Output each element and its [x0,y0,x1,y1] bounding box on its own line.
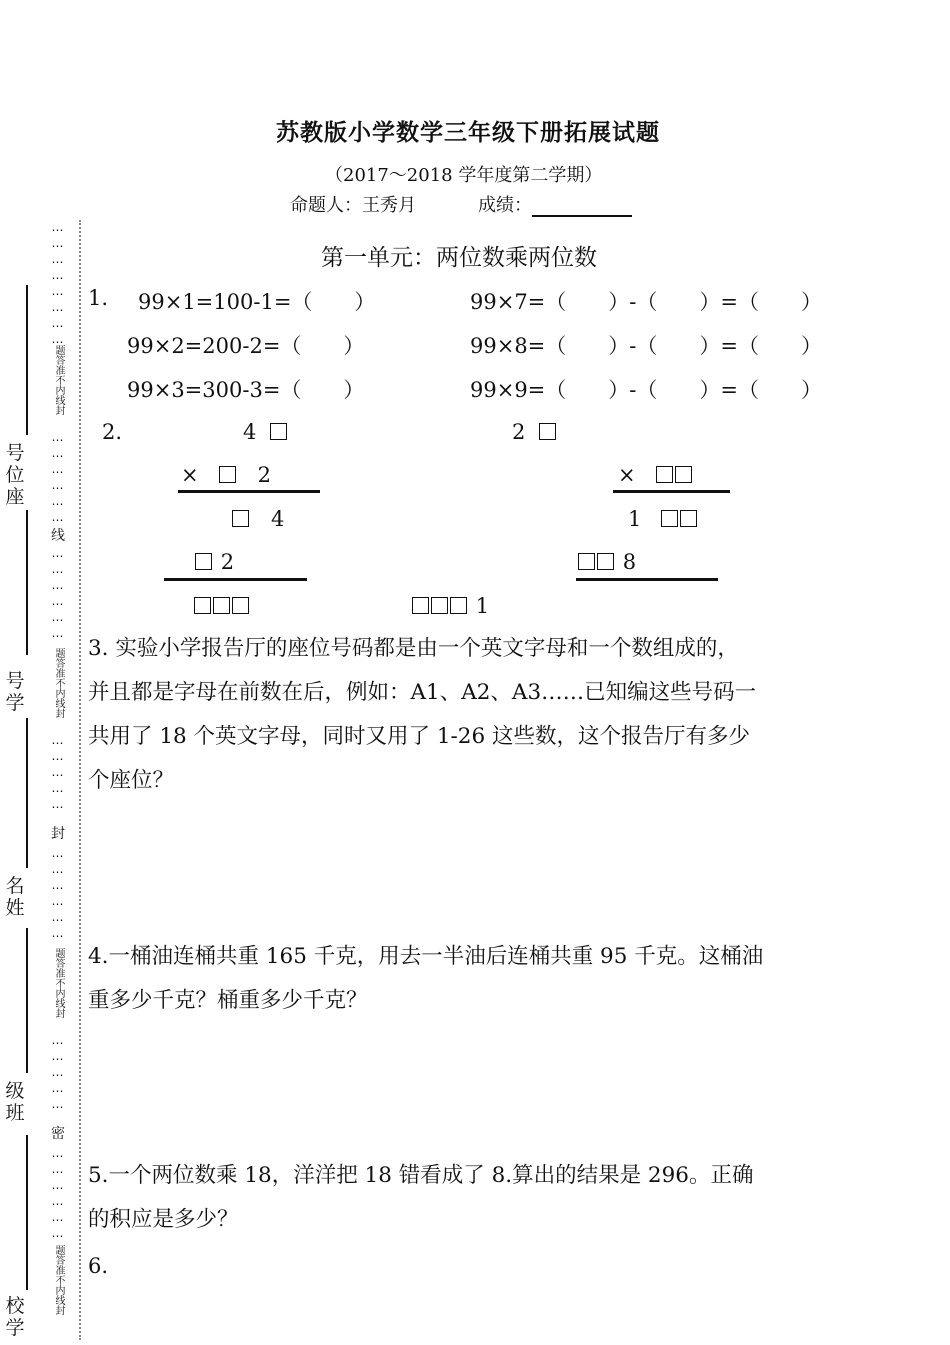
q1-right-2: 99×8=（ ）-（ ）=（ ） [470,334,822,358]
blank-box[interactable] [412,597,429,614]
q1-left-3: 99×3=300-3=（ ） [127,378,365,402]
q4-line: 重多少千克？桶重多少千克？ [88,988,368,1013]
section-heading: 第一单元：两位数乘两位数 [321,245,597,271]
q2b-rule [613,490,730,493]
q4-line: 4.一桶油连桶共重 165 千克，用去一半油后连桶共重 95 千克。这桶油 [88,944,764,969]
seal-mark-seal: 封 [51,826,65,842]
dot-leader: ⋯ ⋯ ⋯ ⋯ ⋯ ⋯ [51,1149,63,1243]
dot-leader: ⋯ ⋯ ⋯ ⋯ ⋯ ⋯ [51,549,63,643]
school-label: 校学 [5,1295,25,1339]
q1-right-1: 99×7=（ ）-（ ）=（ ） [470,290,822,314]
blank-box[interactable] [656,466,673,483]
q3-line: 个座位？ [88,768,175,793]
q1-right-3: 99×9=（ ）-（ ）=（ ） [470,378,822,402]
q5-text [88,1154,753,1242]
q2a-multiplier: × 2 [181,463,272,487]
class-label: 级班 [5,1080,25,1124]
blank-box[interactable] [680,510,697,527]
q2b-rule [576,578,718,581]
blank-box[interactable] [270,423,287,440]
blank-box[interactable] [450,597,467,614]
blank-box[interactable] [219,466,236,483]
binding-dotted-line [79,220,81,1340]
blank-box[interactable] [675,466,692,483]
q3-line: 共用了 18 个英文字母，同时又用了 1-26 这些数，这个报告厅有多少 [88,724,750,749]
margin-rule [26,928,28,1073]
blank-box[interactable] [232,597,249,614]
student-number-label: 号学 [5,670,25,714]
q3-line: 并且都是字母在前数在后，例如：A1、A2、A3……已知编这些号码一 [88,680,757,705]
seat-number-label: 号位座 [5,442,25,508]
q1-left-2: 99×2=200-2=（ ） [127,334,365,358]
score-field: 成绩： [478,191,632,217]
q5-line: 5.一个两位数乘 18，洋洋把 18 错看成了 8.算出的结果是 296。正确 [88,1163,754,1188]
q2-number: 2. [102,420,123,444]
dot-leader: ⋯ ⋯ ⋯ ⋯ ⋯ ⋯ [51,433,63,527]
blank-box[interactable] [597,553,614,570]
blank-box[interactable] [431,597,448,614]
blank-box[interactable] [195,553,212,570]
blank-box[interactable] [661,510,678,527]
blank-box[interactable] [539,423,556,440]
q2a-partial-1: 4 [232,507,284,531]
q2a-rule [164,578,307,581]
dot-leader: ⋯ ⋯ ⋯ ⋯ ⋯ ⋯ ⋯ ⋯ [51,223,63,349]
q2a-partial-2: 2 [195,550,234,574]
q1-left-1: 99×1=100-1=（ ） [138,290,376,314]
margin-rule [26,510,28,655]
seal-note: 题答准不内线封 [53,948,64,1018]
blank-box[interactable] [213,597,230,614]
q2b-multiplicand: 2 [512,420,558,444]
author: 命题人：王秀月 [290,195,416,216]
q4-text [88,935,763,1023]
seal-mark-secret: 密 [51,1126,65,1142]
dot-leader: ⋯ ⋯ ⋯ ⋯ ⋯ [51,736,63,814]
seal-mark-line: 线 [51,528,65,544]
blank-box[interactable] [578,553,595,570]
q2a-multiplicand: 4 [243,420,289,444]
blank-box[interactable] [194,597,211,614]
q1-number: 1. [88,286,109,310]
name-label: 名姓 [5,875,25,919]
q2a-product [194,594,251,618]
dot-leader: ⋯ ⋯ ⋯ ⋯ ⋯ [51,1036,63,1114]
q2b-partial-2: 8 [578,550,636,574]
margin-rule [26,718,28,868]
q2b-multiplier: × [618,463,694,487]
dot-leader: ⋯ ⋯ ⋯ ⋯ ⋯ ⋯ [51,849,63,943]
margin-rule [26,1135,28,1290]
margin-rule [26,285,28,435]
q3-line: 3. 实验小学报告厅的座位号码都是由一个英文字母和一个数组成的， [88,636,739,661]
seal-note: 题答准不内线封 [53,345,64,415]
q6-number: 6. [88,1254,109,1278]
page-title: 苏教版小学数学三年级下册拓展试题 [276,119,660,146]
q5-line: 的积应是多少？ [88,1207,239,1232]
q3-text [88,627,756,803]
seal-note: 题答准不内线封 [53,648,64,718]
q2b-product: 1 [412,594,489,618]
school-year: （2017～2018 学年度第二学期） [325,165,603,186]
q2b-partial-1: 1 [628,507,699,531]
seal-note: 题答准不内线封 [53,1245,64,1315]
blank-box[interactable] [232,510,249,527]
score-blank[interactable] [532,195,632,217]
q2a-rule [178,490,320,493]
